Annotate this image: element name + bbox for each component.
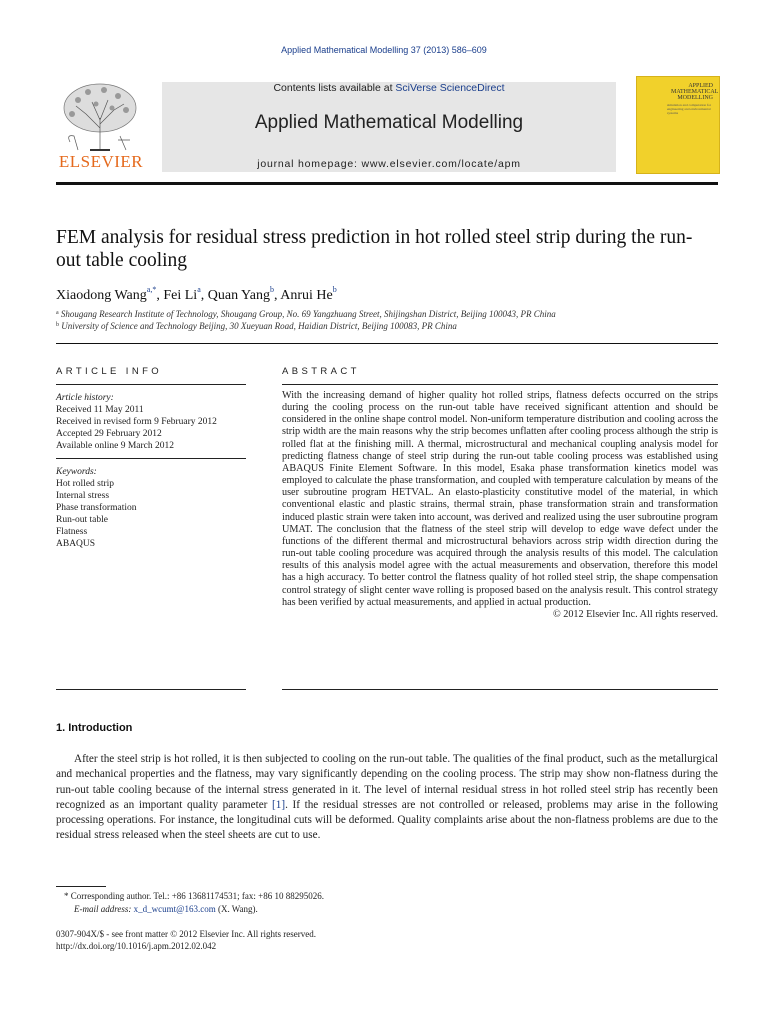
- article-info-heading: ARTICLE INFO: [56, 366, 163, 377]
- header-rule: [56, 182, 718, 185]
- cover-title: APPLIED MATHEMATICAL MODELLING: [671, 83, 719, 101]
- sciencedirect-link[interactable]: SciVerse ScienceDirect: [395, 82, 505, 94]
- keyword-item: Phase transformation: [56, 503, 137, 513]
- email-link[interactable]: x_d_wcumt@163.com: [133, 904, 216, 914]
- keyword-item: Flatness: [56, 527, 88, 537]
- history-item: Accepted 29 February 2012: [56, 429, 162, 439]
- keyword-item: Hot rolled strip: [56, 479, 115, 489]
- keywords-label: Keywords:: [56, 467, 97, 477]
- author-separator: ,: [200, 288, 208, 303]
- abstract-text: With the increasing demand of higher quality hot rolled strips, flatness defects occurred on the strips during the cooling process on the run-out table have received significant attention and should be considered in the online shape control model. Non-uniform temperature distribution and cooling across the strip width are the main reasons why the strip becomes unflatten after cooling process although the strip is rolled flat at the finishing mill. A thermal, microstructural and mechanical coupling analysis model for predicting flatness change of steel strip during the run-out table cooling process was established using ABAQUS Finite Element Software. In this model, Esaka phase transformation kinetics model was employed to calculate the phase transformation, and coupled with temperature calculation by means of the user subroutine program HETVAL. An elasto-plasticity constitutive model of the material, in which conventional elastic and plastic strains, thermal strain, phase transformation strain and transformation induced plastic strain were taken into account, was derived and realized using the user subroutine program UMAT. The conclusion that the flatness of the steel strip will develop to edge wave defect under the functions of the different thermal and microstructural behaviors across strip width direction during the run-out table cooling procedure was acquired through the analysis results of this model. The calculation results of this analysis model agree with the actual measurements and observation, therefore this model has a high accuracy. To better control the flatness quality of hot rolled steel strip, the shape compensation control strategy of slight center wave rolling is proposed based on the analysis result. This control strategy has been verified by actual measurements, and applied in actual production.: [282, 390, 718, 608]
- keyword-item: ABAQUS: [56, 539, 96, 549]
- affiliation-text: University of Science and Technology Beijing, 30 Xueyuan Road, Haidian District, Beijing 100083, PR China: [61, 321, 457, 331]
- history-item: Received in revised form 9 February 2012: [56, 417, 217, 427]
- affiliation: [56, 309, 716, 319]
- journal-homepage[interactable]: journal homepage: www.elsevier.com/locate/apm: [257, 158, 521, 170]
- keyword-item: Run-out table: [56, 515, 108, 525]
- reference-link[interactable]: [1]: [272, 798, 286, 811]
- elsevier-logo: [56, 80, 144, 172]
- affiliation-mark: a: [56, 310, 59, 316]
- author-name: Fei Li: [163, 288, 198, 303]
- front-matter: 0307-904X/$ - see front matter © 2012 Elsevier Inc. All rights reserved.: [56, 929, 317, 939]
- affiliation: [56, 321, 716, 331]
- corresponding-text: Corresponding author. Tel.: +86 13681174531; fax: +86 10 88295026.: [70, 891, 325, 901]
- author-list: [56, 285, 337, 304]
- abstract-heading: ABSTRACT: [282, 366, 360, 377]
- corresponding-author-note: [56, 890, 726, 902]
- abstract-body: [282, 390, 718, 621]
- author-affil-mark[interactable]: a: [197, 285, 201, 294]
- keywords-rule: [56, 458, 246, 459]
- doi-link[interactable]: http://dx.doi.org/10.1016/j.apm.2012.02.042: [56, 941, 217, 951]
- journal-cover-image: [636, 76, 720, 174]
- history-item: Received 11 May 2011: [56, 405, 144, 415]
- author-affil-mark[interactable]: b: [332, 285, 337, 294]
- introduction-paragraph: [56, 752, 718, 844]
- affiliation-mark: b: [56, 322, 59, 328]
- abstract-bottom-rule: [282, 689, 718, 690]
- history-label: Article history:: [56, 393, 114, 403]
- cover-subtitle: simulation and computation for engineering and environmental systems: [667, 103, 712, 115]
- article-info-bottom-rule: [56, 689, 246, 690]
- title-rule: [56, 343, 718, 344]
- author-name: Quan Yang: [207, 288, 270, 303]
- author-affil-mark[interactable]: a,*: [146, 285, 157, 294]
- footnote-rule: [56, 886, 106, 887]
- author-name: Anrui He: [280, 288, 333, 303]
- email-note: [56, 903, 736, 915]
- history-item: Available online 9 March 2012: [56, 441, 175, 451]
- intro-text: . If the residual stresses are not controlled or released, problems may arise in the following processing operations. For instance, the longitudinal cuts will be deformed. Quality complaints arise about the non-flatness problems are due to the residual stress released when the steel sheets are cut to use.: [56, 798, 718, 842]
- contents-line: [162, 82, 616, 94]
- email-label: E-mail address:: [74, 904, 134, 914]
- author-separator: ,: [156, 288, 164, 303]
- email-suffix: (X. Wang).: [215, 904, 258, 914]
- abstract-rule: [282, 384, 718, 385]
- footnote-star: *: [64, 891, 69, 901]
- intro-text: After the steel strip is hot rolled, it is then subjected to cooling on the run-out table. The qualities of the final product, such as the metallurgical and mechanical properties and the flatness, may vary significantly depending on the cooling process. The strip may show non-flatness during the run-out table cooling because of the internal stress generated in it. The level of internal residual stress in hot rolled steel strip has recently been recognized as an important quality parameter: [56, 753, 718, 811]
- paper-title: FEM analysis for residual stress prediction in hot rolled steel strip during the run-out table cooling: [56, 227, 693, 271]
- section-heading: 1. Introduction: [56, 722, 133, 734]
- journal-citation[interactable]: Applied Mathematical Modelling 37 (2013) 586–609: [281, 45, 487, 55]
- journal-title: Applied Mathematical Modelling: [254, 112, 524, 133]
- affiliation-text: Shougang Research Institute of Technology, Shougang Group, No. 69 Yangzhuang Street, Shijingshan District, Beijing 100043, PR China: [60, 309, 556, 319]
- publisher-logo-text: ELSEVIER: [58, 152, 144, 171]
- contents-prefix: Contents lists available at: [273, 82, 396, 94]
- author-affil-mark[interactable]: b: [269, 285, 274, 294]
- keywords: [56, 466, 246, 550]
- tree-icon: [56, 80, 144, 152]
- abstract-copyright: © 2012 Elsevier Inc. All rights reserved.: [552, 608, 718, 620]
- author-separator: ,: [273, 288, 281, 303]
- article-info-rule: [56, 384, 246, 385]
- keyword-item: Internal stress: [56, 491, 110, 501]
- article-history: [56, 392, 246, 452]
- author-name: Xiaodong Wang: [56, 288, 147, 303]
